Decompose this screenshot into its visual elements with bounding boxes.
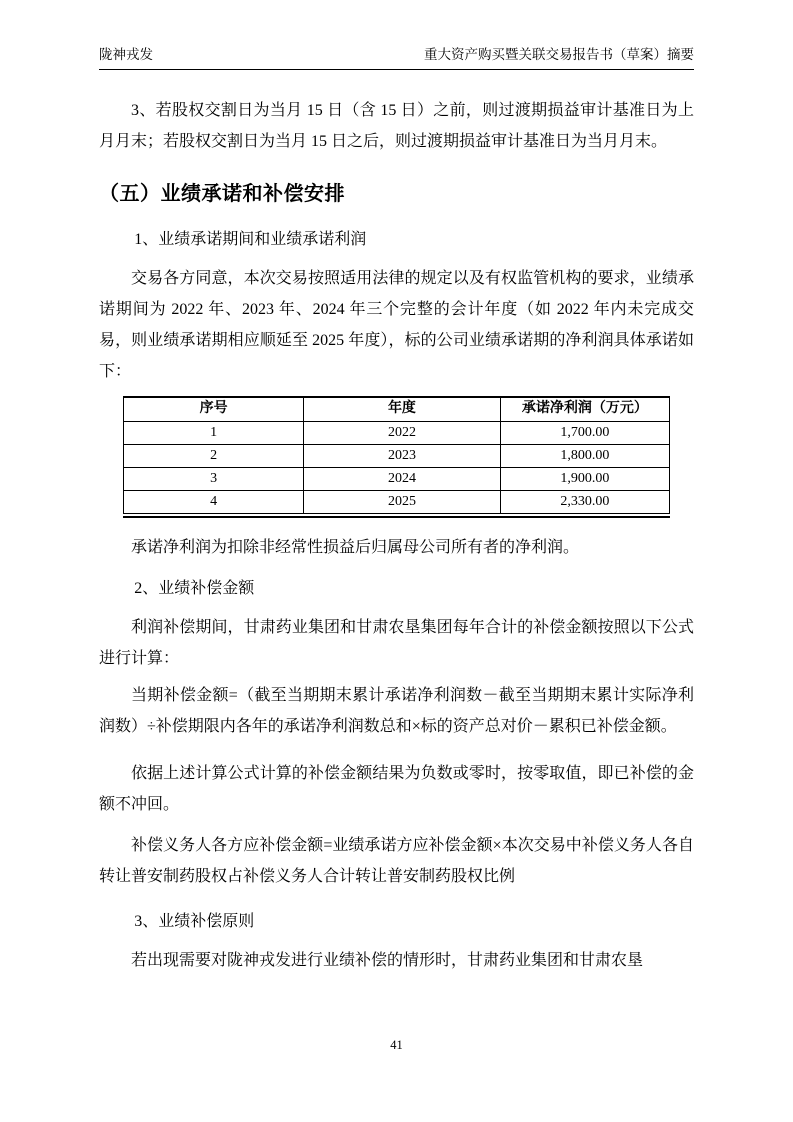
- table-cell: 2022: [304, 421, 501, 444]
- header-report-title: 重大资产购买暨关联交易报告书（草案）摘要: [424, 47, 694, 62]
- paragraph-compensation-principle: 若出现需要对陇神戎发进行业绩补偿的情形时，甘肃药业集团和甘肃农垦: [131, 951, 644, 969]
- table-header-row: [124, 398, 670, 421]
- table-row: [124, 467, 670, 490]
- table-cell: 2023: [304, 444, 501, 467]
- paragraph-compensation-formula: 当期补偿金额=（截至当期期末累计承诺净利润数－截至当期期末累计实际净利润数）÷补偿期限内各年的承诺净利润数总和×标的资产总对价－累积已补偿金额。: [99, 686, 694, 735]
- paragraph-compensation-intro: 利润补偿期间，甘肃药业集团和甘肃农垦集团每年合计的补偿金额按照以下公式进行计算：: [99, 618, 694, 667]
- subheading-compensation-amount: 2、业绩补偿金额: [134, 579, 255, 597]
- header-company-name: 陇神戎发: [99, 47, 153, 62]
- page-footer: [0, 1038, 793, 1053]
- table-cell: 2024: [304, 467, 501, 490]
- table-cell: 1,700.00: [500, 421, 669, 444]
- page-body: [99, 70, 694, 976]
- page-number: 41: [390, 1038, 403, 1052]
- paragraph-zero-value-rule: 依据上述计算公式计算的补偿金额结果为负数或零时，按零取值，即已补偿的金额不冲回。: [99, 764, 694, 813]
- subheading-compensation-principle: 3、业绩补偿原则: [134, 912, 255, 930]
- table-cell: 2,330.00: [500, 490, 669, 513]
- paragraph-obligor-share-formula: 补偿义务人各方应补偿金额=业绩承诺方应补偿金额×本次交易中补偿义务人各自转让普安制药股权占补偿义务人合计转让普安制药股权比例: [99, 836, 694, 885]
- table-cell: 1: [124, 421, 304, 444]
- table-row: [124, 421, 670, 444]
- net-profit-commitment-table: [123, 398, 670, 514]
- subheading-commitment-period: 1、业绩承诺期间和业绩承诺利润: [134, 231, 367, 248]
- paragraph-net-profit-definition: 承诺净利润为扣除非经常性损益后归属母公司所有者的净利润。: [131, 538, 580, 556]
- table-header-cell: 承诺净利润（万元）: [500, 398, 669, 421]
- table-header-cell: 年度: [304, 398, 501, 421]
- table-header-cell: 序号: [124, 398, 304, 421]
- table-row: [124, 490, 670, 513]
- commitment-table-wrapper: [123, 396, 670, 518]
- paragraph-delivery-date-rule: 3、若股权交割日为当月 15 日（含 15 日）之前，则过渡期损益审计基准日为上月月末；若股权交割日为当月 15 日之后，则过渡期损益审计基准日为当月月末。: [99, 102, 694, 150]
- table-row: [124, 444, 670, 467]
- table-cell: 3: [124, 467, 304, 490]
- table-cell: 1,900.00: [500, 467, 669, 490]
- paragraph-commitment-period-detail: 交易各方同意，本次交易按照适用法律的规定以及有权监管机构的要求，业绩承诺期间为 2022 年、2023 年、2024 年三个完整的会计年度（如 2022 年内未完成交易，则业绩承诺期相应顺延至 2025 年度），标的公司业绩承诺期的净利润具体承诺如下：: [99, 270, 694, 380]
- table-cell: 4: [124, 490, 304, 513]
- table-cell: 2: [124, 444, 304, 467]
- table-cell: 1,800.00: [500, 444, 669, 467]
- table-cell: 2025: [304, 490, 501, 513]
- section-heading-performance-commitment: （五）业绩承诺和补偿安排: [99, 183, 345, 205]
- running-header: [99, 46, 694, 70]
